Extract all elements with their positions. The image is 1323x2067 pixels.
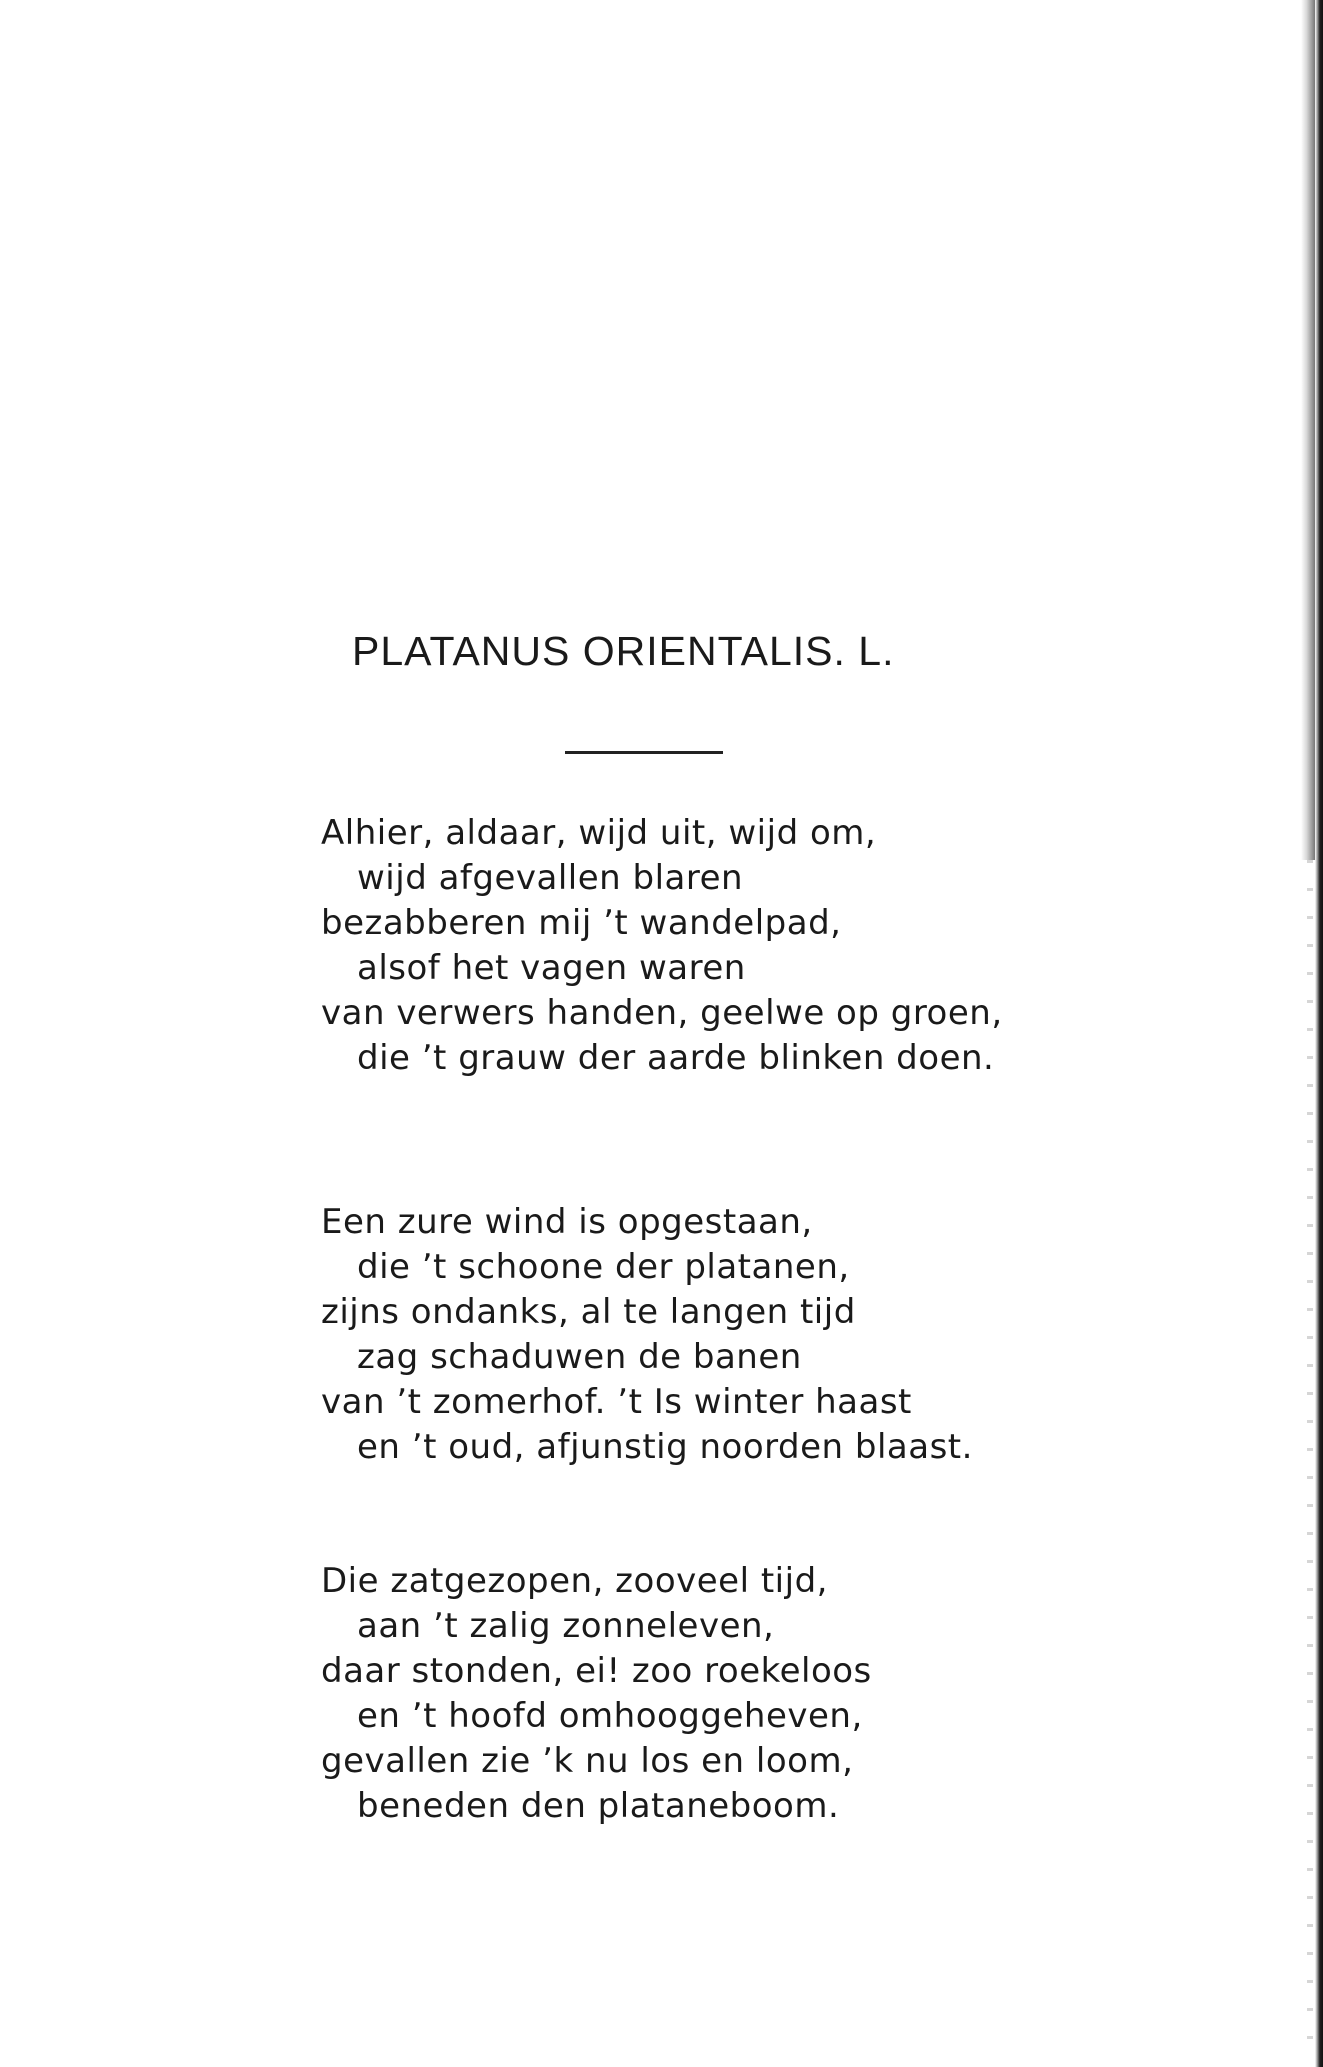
verse-line: Alhier, aldaar, wijd uit, wijd om, xyxy=(321,813,877,853)
poem-title: PLATANUS ORIENTALIS. L. xyxy=(352,628,895,674)
verse-line: beneden den plataneboom. xyxy=(357,1786,840,1826)
verse-line: zag schaduwen de banen xyxy=(357,1337,802,1377)
page-edge-shadow xyxy=(1301,0,1315,860)
stanza-1 xyxy=(321,811,1003,1081)
verse-line: Een zure wind is opgestaan, xyxy=(321,1202,813,1242)
verse-line: Die zatgezopen, zooveel tijd, xyxy=(321,1561,828,1601)
verse-line: alsof het vagen waren xyxy=(357,948,746,988)
verse-line: van verwers handen, geelwe op groen, xyxy=(321,993,1003,1033)
verse-line: daar stonden, ei! zoo roekeloos xyxy=(321,1651,872,1691)
verse-line: van ’t zomerhof. ’t Is winter haast xyxy=(321,1382,912,1422)
stanza-3 xyxy=(321,1559,872,1829)
title-divider xyxy=(565,751,723,754)
verse-line: aan ’t zalig zonneleven, xyxy=(357,1606,775,1646)
verse-line: en ’t oud, afjunstig noorden blaast. xyxy=(357,1427,973,1467)
page-edge-specks xyxy=(1307,860,1313,2060)
verse-line: die ’t grauw der aarde blinken doen. xyxy=(357,1038,995,1078)
verse-line: zijns ondanks, al te langen tijd xyxy=(321,1292,856,1332)
verse-line: wijd afgevallen blaren xyxy=(357,858,744,898)
stanza-2 xyxy=(321,1200,973,1470)
verse-line: die ’t schoone der platanen, xyxy=(357,1247,850,1287)
verse-line: en ’t hoofd omhooggeheven, xyxy=(357,1696,863,1736)
page-binding-edge xyxy=(1315,0,1323,2067)
verse-line: gevallen zie ’k nu los en loom, xyxy=(321,1741,854,1781)
verse-line: bezabberen mij ’t wandelpad, xyxy=(321,903,842,943)
